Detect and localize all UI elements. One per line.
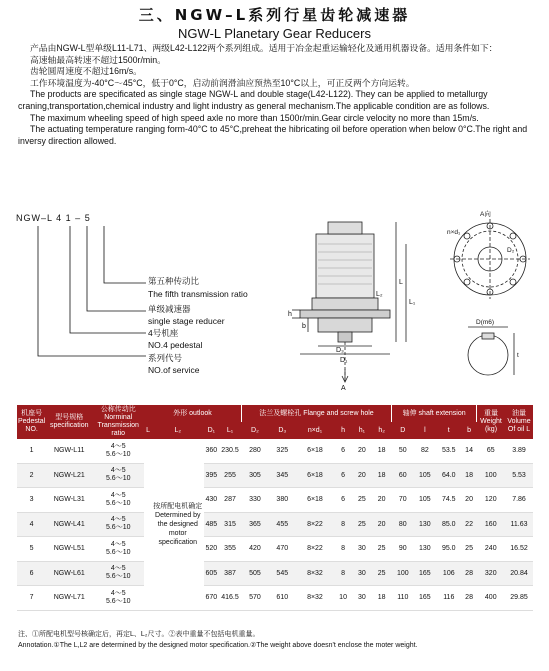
- subheader: b: [462, 422, 477, 439]
- table-cell: 8: [334, 561, 352, 586]
- code-label: 第五种传动比: [148, 276, 200, 286]
- table-cell: 420: [241, 537, 268, 562]
- ratio-value: 4～5: [110, 491, 126, 499]
- table-cell: 2: [17, 463, 46, 488]
- table-cell: 345: [269, 463, 296, 488]
- col-header-shaft: 轴伸 shaft extension: [392, 405, 477, 422]
- code-label: 4号机座: [148, 328, 179, 338]
- table-cell: 16.52: [505, 537, 533, 562]
- table-cell: 6: [17, 561, 46, 586]
- leader-line: [38, 226, 146, 356]
- spec-table: [17, 405, 533, 611]
- table-cell: 8×22: [296, 512, 334, 537]
- table-cell: 85.0: [436, 512, 462, 537]
- col-header-oil: 油量 Volume Of oil L: [505, 405, 533, 439]
- table-cell: 5: [17, 537, 46, 562]
- subheader: D₁: [204, 422, 219, 439]
- table-cell: 11.63: [505, 512, 533, 537]
- table-row: [17, 488, 533, 513]
- dim-label-h: h: [288, 311, 292, 318]
- table-cell: 570: [241, 586, 268, 611]
- reducer-side-view-drawing: [278, 204, 458, 394]
- dim-label-t: t: [517, 352, 519, 359]
- ratio-value: 5.6～10: [105, 573, 131, 581]
- view-label-A: A向: [480, 211, 491, 218]
- table-cell: 6×18: [296, 488, 334, 513]
- table-row: [17, 537, 533, 562]
- subheader: L₁: [219, 422, 241, 439]
- dim-label-L2: L₂: [376, 291, 383, 298]
- table-cell: 280: [241, 439, 268, 463]
- dim-label-A: A: [341, 385, 346, 392]
- ratio-value: 5.6～10: [105, 450, 131, 458]
- table-cell: 165: [414, 586, 436, 611]
- col-header-weight: 重量 Weight (kg): [477, 405, 506, 439]
- code-label: NO.4 pedestal: [148, 340, 203, 350]
- table-cell: 82: [414, 439, 436, 463]
- table-cell: 6: [334, 439, 352, 463]
- dim-label-D: D(m6): [476, 319, 495, 326]
- table-cell: [92, 463, 144, 488]
- table-cell: 455: [269, 512, 296, 537]
- table-cell: 130: [414, 537, 436, 562]
- table-cell: 130: [414, 512, 436, 537]
- col-header-flange: 法兰及螺栓孔 Flange and screw hole: [241, 405, 392, 422]
- table-cell: 610: [269, 586, 296, 611]
- intro-paragraph: 高速轴最高转速不超过1500r/min。: [30, 54, 166, 65]
- table-cell: 7.86: [505, 488, 533, 513]
- table-cell: 325: [269, 439, 296, 463]
- table-cell: 365: [241, 512, 268, 537]
- dim-label-nd1: n×d₁: [447, 229, 461, 236]
- table-cell: 25: [372, 561, 392, 586]
- table-cell: 20: [372, 512, 392, 537]
- table-cell: 330: [241, 488, 268, 513]
- table-cell: 8: [334, 512, 352, 537]
- table-cell: 按所配电机确定 Determined by the designed motor specification: [152, 439, 204, 610]
- table-cell: 30: [352, 586, 371, 611]
- intro-paragraph: 产品由NGW-L型单级L11-L71、两级L42-L122两个系列组成。适用于冶金起重运输轻化及通用机器设备。适用条件如下：: [30, 43, 498, 53]
- subheader: l: [414, 422, 436, 439]
- table-cell: 670: [204, 586, 219, 611]
- table-cell: 74.5: [436, 488, 462, 513]
- table-cell: 387: [219, 561, 241, 586]
- leader-line: [70, 226, 146, 333]
- table-cell: 605: [204, 561, 219, 586]
- table-cell: 100: [392, 561, 414, 586]
- table-cell: 25: [372, 537, 392, 562]
- dim-label-L1: L₁: [409, 299, 416, 306]
- table-cell: 70: [392, 488, 414, 513]
- table-cell: NGW-L21: [46, 463, 92, 488]
- table-cell: 18: [372, 439, 392, 463]
- ratio-value: 4～5: [110, 565, 126, 573]
- subheader: L₂: [152, 422, 204, 439]
- subheader: L: [144, 422, 152, 439]
- table-cell: 3: [17, 488, 46, 513]
- shaft-detail-drawing: [458, 315, 538, 390]
- table-cell: 95.0: [436, 537, 462, 562]
- table-cell: 6: [334, 463, 352, 488]
- intro-paragraph: The maximum wheeling speed of high speed axle no more than 1500r/min.Gear circle velocity no more than 15m/s.: [30, 112, 479, 123]
- table-cell: 100: [477, 463, 506, 488]
- table-cell: NGW-L41: [46, 512, 92, 537]
- table-cell: 80: [392, 512, 414, 537]
- table-cell: 6: [334, 488, 352, 513]
- intro-paragraph: The actuating temperature ranging form-40°C to 45°C,preheat the hibricating oil before operation when below 0°C.The right and inversy direction allowed.: [18, 124, 528, 146]
- table-cell: [92, 586, 144, 611]
- table-cell: 20.84: [505, 561, 533, 586]
- subheader: D: [392, 422, 414, 439]
- table-cell: 18: [372, 586, 392, 611]
- table-cell: 8×32: [296, 586, 334, 611]
- dim-label-b: b: [302, 323, 306, 330]
- code-label: single stage reducer: [148, 316, 225, 326]
- ratio-value: 5.6～10: [105, 475, 131, 483]
- table-cell: 30: [352, 561, 371, 586]
- table-cell: [92, 439, 144, 463]
- table-cell: 8: [334, 537, 352, 562]
- table-cell: 8×32: [296, 561, 334, 586]
- notes: [18, 629, 538, 651]
- page-title: 三、NGW–L系列行星齿轮减速器: [138, 6, 411, 24]
- table-row: [17, 512, 533, 537]
- table-cell: 240: [477, 537, 506, 562]
- table-cell: NGW-L31: [46, 488, 92, 513]
- code-label: The fifth transmission ratio: [148, 289, 248, 299]
- subheader: D₃: [269, 422, 296, 439]
- table-cell: [92, 488, 144, 513]
- col-header-ratio: 公称传动比 Norminal Transmission ratio: [92, 405, 144, 439]
- table-cell: 416.5: [219, 586, 241, 611]
- table-cell: 287: [219, 488, 241, 513]
- subheader: t: [436, 422, 462, 439]
- table-cell: 105: [414, 463, 436, 488]
- table-cell: 116: [436, 586, 462, 611]
- table-cell: 6×18: [296, 463, 334, 488]
- ratio-value: 4～5: [110, 467, 126, 475]
- table-cell: 430: [204, 488, 219, 513]
- table-cell: 29.85: [505, 586, 533, 611]
- table-cell: 25: [352, 512, 371, 537]
- table-cell: [144, 439, 152, 610]
- reducer-end-view-drawing: [445, 204, 540, 314]
- table-cell: 28: [462, 561, 477, 586]
- intro-paragraph: The products are specificated as single stage NGW-L and double stage(L42-L122). They can be applied to metallurgy craning,transportation,chemical industry and light industry as general mechanism.The applicable condition are as follows.: [18, 89, 490, 111]
- dim-label-D2: D₂: [507, 247, 515, 254]
- table-cell: 400: [477, 586, 506, 611]
- table-cell: 90: [392, 537, 414, 562]
- page-subtitle: NGW-L Planetary Gear Reducers: [178, 26, 371, 41]
- col-header-spec: 型号规格 specification: [46, 405, 92, 439]
- code-label: 单级减速器: [148, 304, 191, 314]
- intro-paragraph: 工作环境温度为-40°C～45°C，低于0°C，启动前润滑油应预热至10°C以上，可正反两个方向运转。: [30, 77, 415, 88]
- leader-line: [104, 226, 146, 283]
- table-cell: 20: [372, 488, 392, 513]
- table-cell: NGW-L71: [46, 586, 92, 611]
- table-cell: 120: [477, 488, 506, 513]
- table-cell: [92, 537, 144, 562]
- dim-label-D3: D₃: [336, 347, 344, 354]
- table-cell: 380: [269, 488, 296, 513]
- ratio-value: 4～5: [110, 540, 126, 548]
- table-cell: 106: [436, 561, 462, 586]
- table-cell: 20: [352, 463, 371, 488]
- table-cell: 14: [462, 439, 477, 463]
- table-cell: 360: [204, 439, 219, 463]
- table-cell: 4: [17, 512, 46, 537]
- ratio-value: 5.6～10: [105, 524, 131, 532]
- table-cell: 5.53: [505, 463, 533, 488]
- table-cell: 18: [462, 463, 477, 488]
- table-cell: 305: [241, 463, 268, 488]
- table-cell: 7: [17, 586, 46, 611]
- table-cell: 395: [204, 463, 219, 488]
- note-zh: 注、①所配电机型号核确定后，再定L、L₂尺寸。②表中重量不包括电机重量。: [18, 631, 260, 638]
- table-cell: 10: [334, 586, 352, 611]
- table-cell: [92, 561, 144, 586]
- table-cell: 105: [414, 488, 436, 513]
- table-cell: 255: [219, 463, 241, 488]
- table-row: [17, 561, 533, 586]
- table-cell: 53.5: [436, 439, 462, 463]
- table-cell: 470: [269, 537, 296, 562]
- ratio-value: 5.6～10: [105, 597, 131, 605]
- intro-text: [18, 43, 538, 147]
- ratio-value: 4～5: [110, 589, 126, 597]
- col-header-outlook: 外形 outlook: [144, 405, 241, 422]
- subheader: D₂: [241, 422, 268, 439]
- dim-label-D1: D₁: [340, 357, 348, 364]
- note-en: Annotation.①The L,L2 are determined by the designed motor specification.②The weight above doesn't enclose the moter weight.: [18, 642, 418, 649]
- table-row: [17, 439, 533, 463]
- ratio-value: 4～5: [110, 442, 126, 450]
- table-cell: 1: [17, 439, 46, 463]
- table-cell: [92, 512, 144, 537]
- table-cell: 20: [352, 439, 371, 463]
- table-cell: 65: [477, 439, 506, 463]
- ratio-value: 5.6～10: [105, 548, 131, 556]
- table-cell: 20: [462, 488, 477, 513]
- code-label: 系列代号: [148, 353, 183, 363]
- table-cell: 505: [241, 561, 268, 586]
- table-row: [17, 586, 533, 611]
- table-cell: 110: [392, 586, 414, 611]
- col-header-model: 机座号 Pedestal NO.: [17, 405, 46, 439]
- table-cell: NGW-L11: [46, 439, 92, 463]
- leader-line: [87, 226, 146, 311]
- model-code: NGW–L 4 1 – 5: [16, 213, 91, 223]
- table-cell: 50: [392, 439, 414, 463]
- subheader: h₁: [352, 422, 371, 439]
- subheader: h: [334, 422, 352, 439]
- code-label: NO.of service: [148, 365, 200, 375]
- table-cell: 485: [204, 512, 219, 537]
- model-code-diagram: [16, 213, 276, 378]
- table-cell: 64.0: [436, 463, 462, 488]
- ratio-value: 5.6～10: [105, 499, 131, 507]
- table-cell: 60: [392, 463, 414, 488]
- table-cell: 30: [352, 537, 371, 562]
- table-cell: NGW-L61: [46, 561, 92, 586]
- table-cell: 230.5: [219, 439, 241, 463]
- table-cell: 18: [372, 463, 392, 488]
- subheader: n×d₁: [296, 422, 334, 439]
- table-cell: 25: [462, 537, 477, 562]
- table-cell: 520: [204, 537, 219, 562]
- table-cell: 315: [219, 512, 241, 537]
- subheader: h₂: [372, 422, 392, 439]
- table-cell: 165: [414, 561, 436, 586]
- table-cell: 160: [477, 512, 506, 537]
- spec-table-body: [17, 439, 533, 610]
- table-row: [17, 463, 533, 488]
- table-cell: 355: [219, 537, 241, 562]
- table-cell: 28: [462, 586, 477, 611]
- intro-paragraph: 齿轮圆周速度不超过16m/s。: [30, 66, 142, 77]
- table-cell: 320: [477, 561, 506, 586]
- table-cell: 545: [269, 561, 296, 586]
- table-cell: 25: [352, 488, 371, 513]
- dim-label-L: L: [399, 279, 403, 286]
- table-cell: NGW-L51: [46, 537, 92, 562]
- table-cell: 6×18: [296, 439, 334, 463]
- ratio-value: 4～5: [110, 516, 126, 524]
- table-cell: 8×22: [296, 537, 334, 562]
- table-cell: 3.89: [505, 439, 533, 463]
- table-cell: 22: [462, 512, 477, 537]
